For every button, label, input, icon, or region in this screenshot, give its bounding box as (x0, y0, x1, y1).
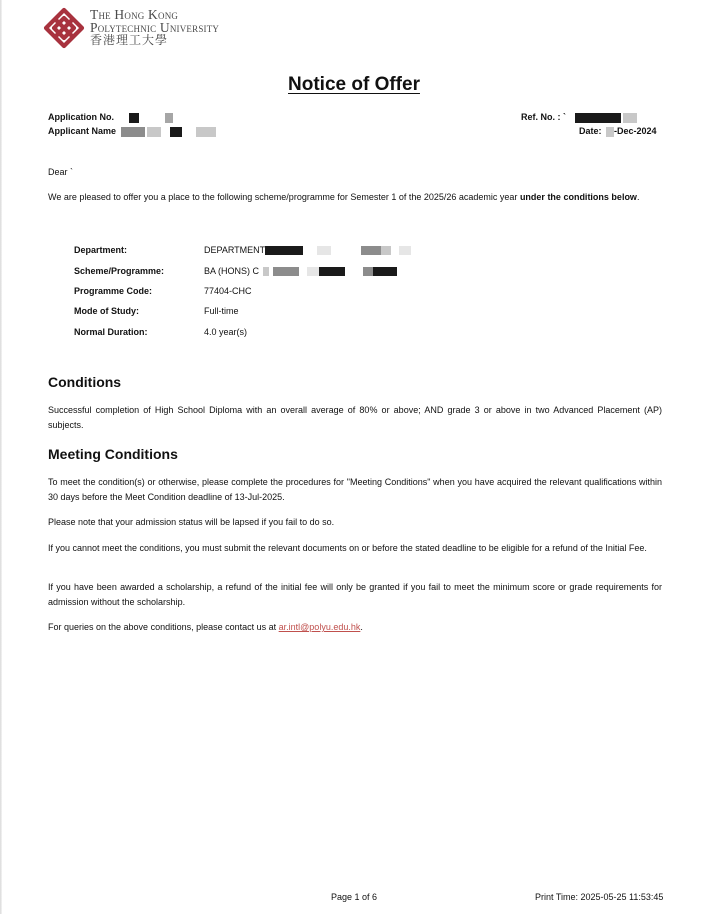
page-edge (0, 0, 2, 914)
contact-suffix: . (360, 622, 363, 632)
scheme-value: BA (HONS) C (204, 265, 260, 276)
date-value: -Dec-2024 (614, 126, 657, 136)
conditions-text: Successful completion of High School Diploma with an overall average of 80% or above; AND grade 3 or above in two Advanced Placement (AP) subjects. (48, 405, 662, 430)
department-value: DEPARTMENT (204, 245, 266, 256)
table-row (74, 322, 411, 342)
university-line1: The Hong Kong (90, 7, 179, 22)
application-no (48, 110, 173, 124)
ref-no-value: ` (563, 112, 567, 122)
intro-bold-text: under the conditions below (519, 192, 637, 202)
contact-email-link[interactable]: ar.intl@polyu.edu.hk (278, 622, 361, 632)
detail-label: Normal Duration: (74, 326, 148, 337)
redacted-block (170, 127, 182, 137)
redacted-block (373, 267, 397, 276)
detail-value (204, 240, 411, 260)
intro-paragraph (48, 190, 662, 205)
meeting-conditions-heading: Meeting Conditions (48, 446, 178, 462)
meeting-conditions-paragraph-2: Please note that your admission status will be lapsed if you fail to do so. (48, 517, 335, 527)
detail-label: Programme Code: (74, 285, 153, 296)
table-row (74, 281, 411, 301)
programme-details-table (74, 240, 411, 342)
table-row (74, 301, 411, 321)
detail-value: 77404-CHC (204, 285, 252, 296)
detail-value (204, 260, 411, 280)
table-row (74, 240, 411, 260)
university-line2: Polytechnic University (90, 20, 220, 35)
redacted-block (129, 113, 139, 123)
redacted-block (273, 267, 299, 276)
redacted-block (265, 246, 303, 255)
meeting-conditions-paragraph-5 (48, 620, 662, 635)
redacted-block (317, 246, 331, 255)
detail-label: Department: (74, 245, 128, 256)
detail-label: Scheme/Programme: (74, 265, 165, 276)
applicant-name-label: Applicant Name (48, 126, 117, 136)
conditions-heading: Conditions (48, 374, 122, 390)
redacted-block (363, 267, 373, 276)
redacted-block (121, 127, 145, 137)
salutation: Dear ` (48, 167, 74, 177)
detail-label: Mode of Study: (74, 306, 139, 317)
intro-text: We are pleased to offer you a place to the following scheme/programme for Semester 1 of the 2025/26 academic year (48, 192, 520, 202)
redacted-block (196, 127, 216, 137)
meeting-conditions-paragraph-4: If you have been awarded a scholarship, a refund of the initial fee will only be granted if you fail to meet the minimum score or grade requirements for admission without the scholarship. (48, 582, 662, 607)
redacted-block (165, 113, 173, 123)
meeting-conditions-paragraph-1: To meet the condition(s) or otherwise, please complete the procedures for "Meeting Conditions" when you have acquired the relevant qualifications within 30 days before the Meet Condition deadline of 13-Jul-2025. (48, 477, 662, 502)
contact-prefix: For queries on the above conditions, please contact us at (48, 622, 279, 632)
redacted-block (381, 246, 391, 255)
page-number: Page 1 of 6 (331, 892, 378, 902)
university-chinese-name: 香港理工大學 (90, 33, 169, 47)
redacted-block (319, 267, 345, 276)
redacted-block (263, 267, 269, 276)
detail-value: 4.0 year(s) (204, 326, 248, 337)
offer-date (579, 124, 657, 138)
application-no-label: Application No. (48, 112, 114, 122)
university-name (90, 8, 219, 47)
ref-no-label: Ref. No. : (521, 112, 561, 122)
redacted-block (575, 113, 621, 123)
redacted-block (606, 127, 614, 137)
reference-number (521, 110, 637, 124)
redacted-block (399, 246, 411, 255)
redacted-block (307, 267, 319, 276)
detail-value: Full-time (204, 306, 239, 317)
redacted-block (361, 246, 381, 255)
redacted-block (623, 113, 637, 123)
polyu-logo-icon (42, 6, 86, 50)
meeting-conditions-paragraph-3: If you cannot meet the conditions, you must submit the relevant documents on or before the stated deadline to be eligible for a refund of the Initial Fee. (48, 543, 647, 553)
intro-end: . (636, 192, 640, 202)
date-label: Date: (579, 126, 602, 136)
redacted-block (147, 127, 161, 137)
applicant-name (48, 124, 216, 138)
print-time: Print Time: 2025-05-25 11:53:45 (535, 892, 664, 902)
table-row (74, 260, 411, 280)
page-title: Notice of Offer (288, 74, 420, 95)
